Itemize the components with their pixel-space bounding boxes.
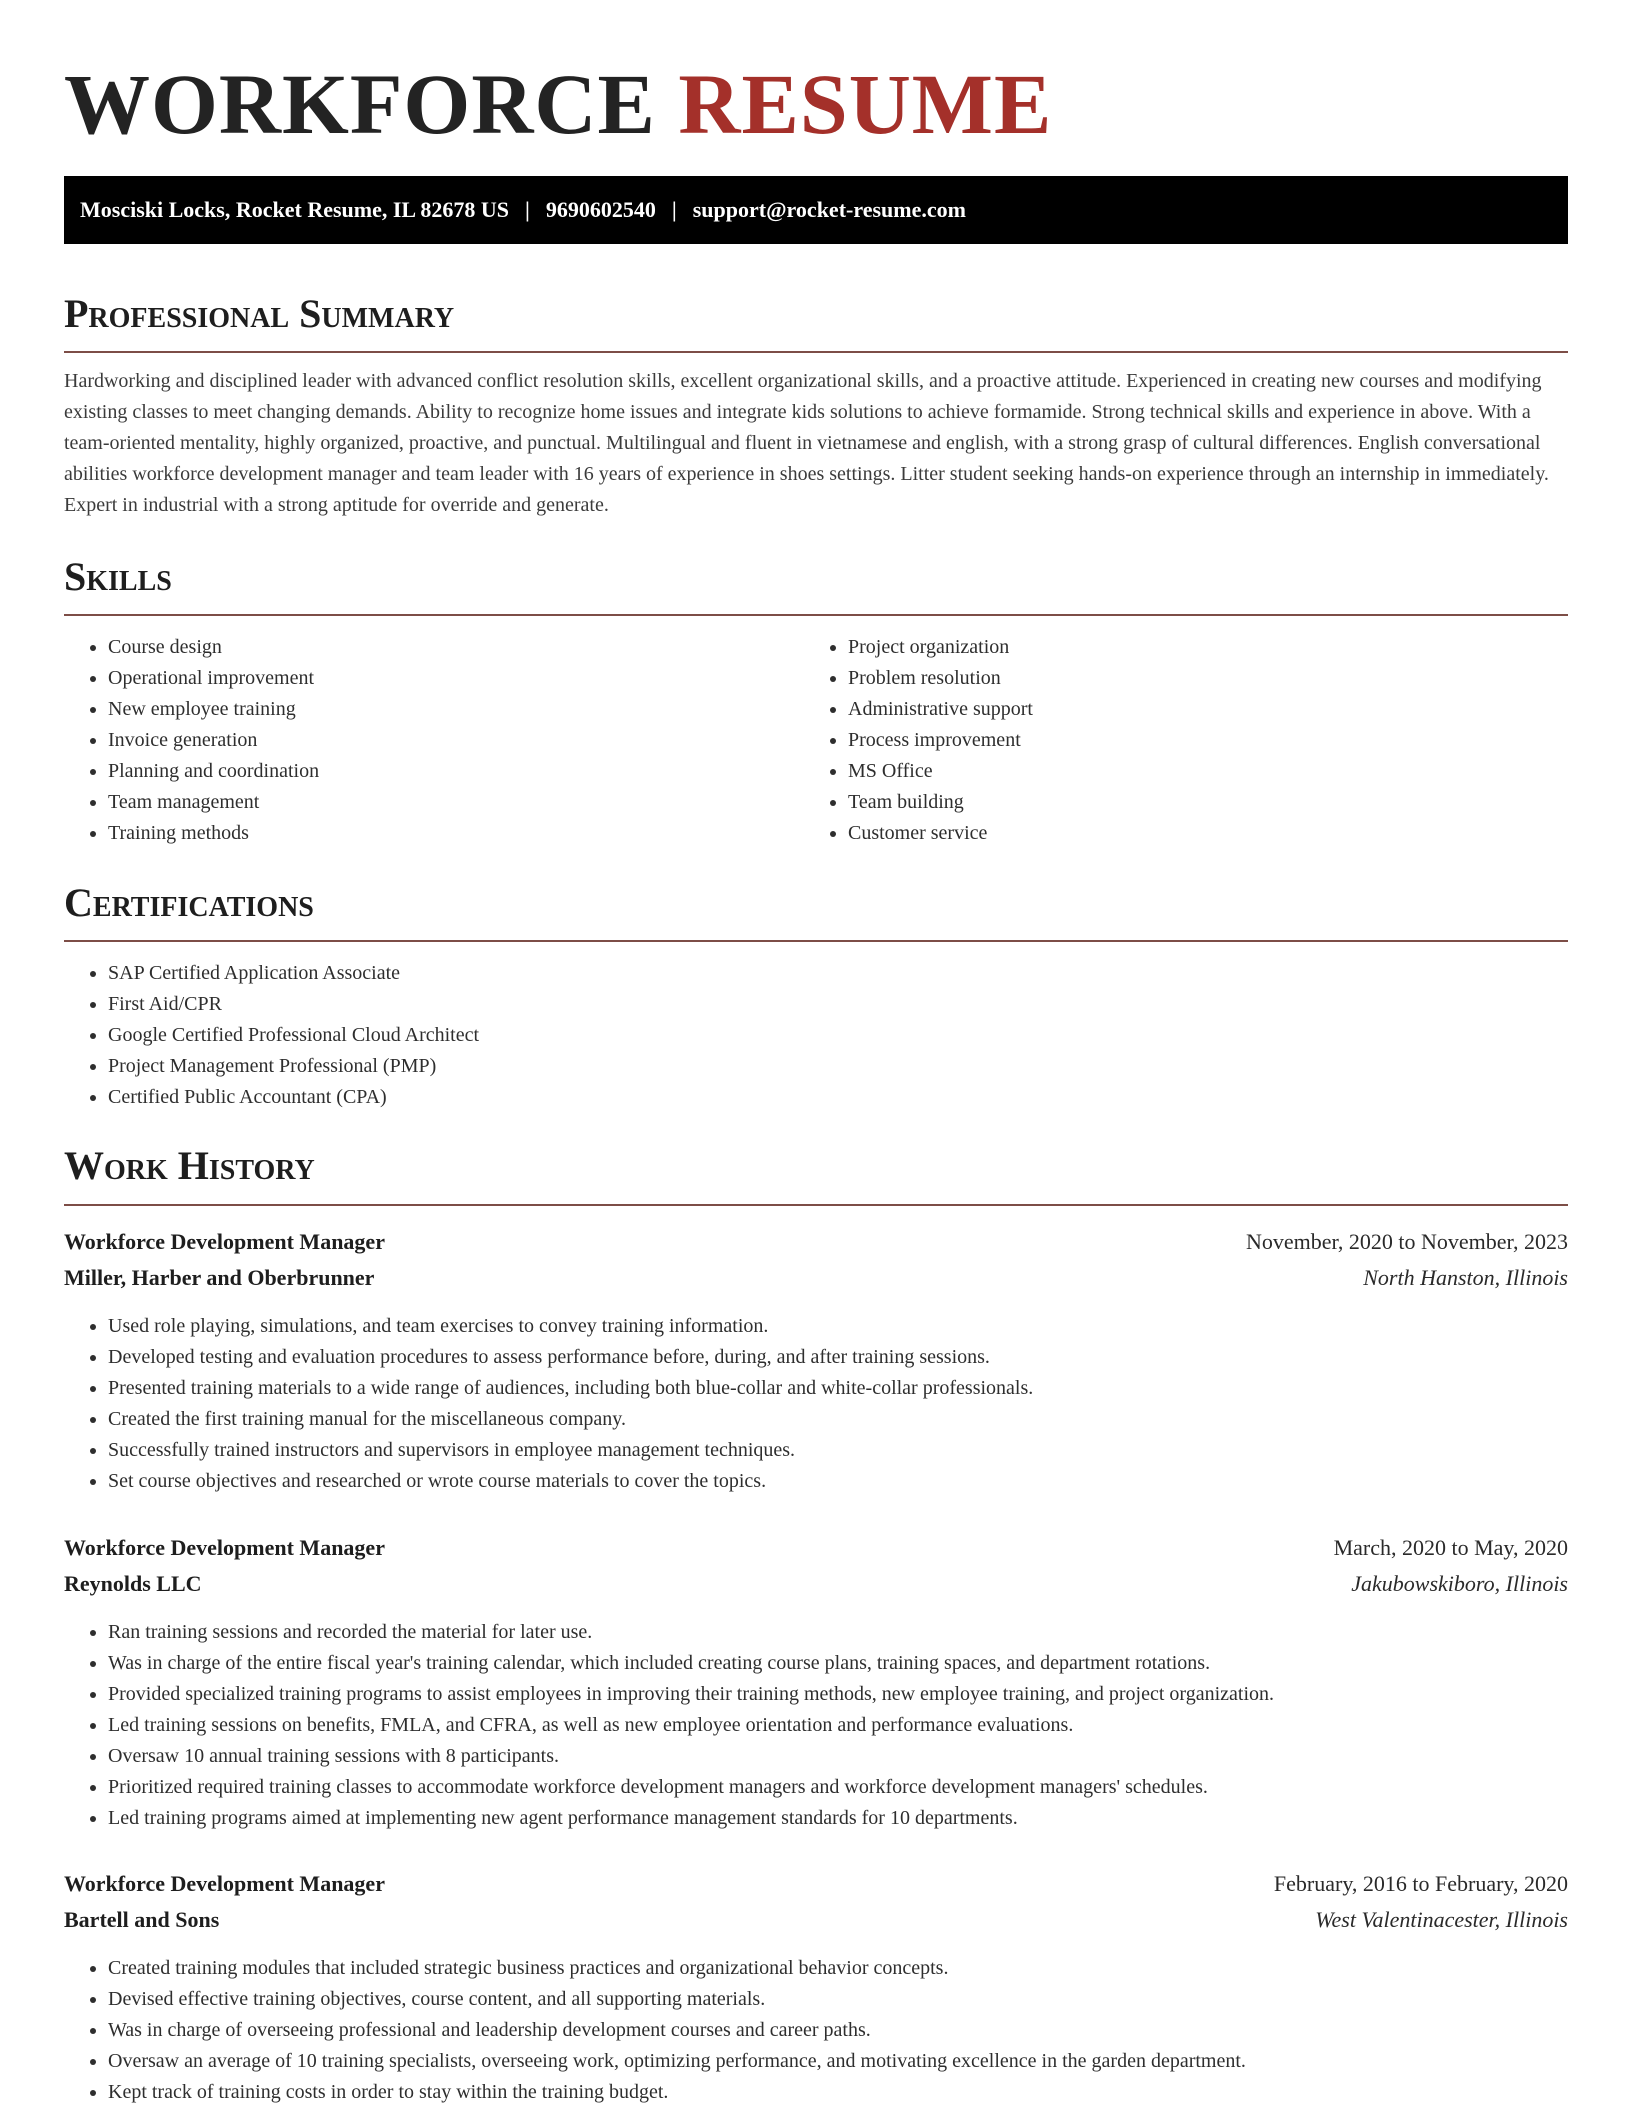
skills-heading: Skills bbox=[64, 554, 172, 599]
summary-heading: Professional Summary bbox=[64, 291, 455, 336]
job-duty: • Ran training sessions and recorded the material for later use. bbox=[108, 1617, 1568, 1648]
summary-divider bbox=[64, 351, 1568, 353]
job-dates: November, 2020 to November, 2023 bbox=[1245, 1229, 1568, 1254]
resume-title-part2: RESUME bbox=[678, 56, 1053, 152]
job-duty: • Developed testing and evaluation procedures to assess performance before, during, and after training sessions. bbox=[108, 1342, 1568, 1373]
skills-list-right bbox=[804, 632, 1548, 849]
job-duty: • Was in charge of the entire fiscal year's training calendar, which included creating course plans, training spaces, and department rotations. bbox=[108, 1648, 1568, 1679]
skill-item: • Invoice generation bbox=[108, 725, 808, 756]
job-duty: • Oversaw an average of 10 training specialists, overseeing work, optimizing performance, and motivating excellence in the garden department. bbox=[108, 2046, 1568, 2077]
skill-item: • Planning and coordination bbox=[108, 756, 808, 787]
job-duty: • Was in charge of overseeing professional and leadership development courses and career paths. bbox=[108, 2015, 1568, 2046]
job-duty: • Oversaw 10 annual training sessions with 8 participants. bbox=[108, 1741, 1568, 1772]
contact-separator: | bbox=[525, 197, 530, 222]
certifications-list bbox=[64, 958, 1508, 1113]
job-location: North Hanston, Illinois bbox=[1363, 1265, 1568, 1290]
skills-divider bbox=[64, 614, 1568, 616]
job-duty: • Prioritized required training classes to accommodate workforce development managers and workforce development managers' schedules. bbox=[108, 1772, 1568, 1803]
job-duty: • Successfully trained instructors and supervisors in employee management techniques. bbox=[108, 1435, 1568, 1466]
job-dates: March, 2020 to May, 2020 bbox=[1333, 1535, 1568, 1560]
skill-item: • Project organization bbox=[848, 632, 1548, 663]
certification-item: • SAP Certified Application Associate bbox=[108, 958, 1508, 989]
job-duties bbox=[64, 1311, 1568, 1497]
job-duty: • Created the first training manual for the miscellaneous company. bbox=[108, 1404, 1568, 1435]
skill-item: • Customer service bbox=[848, 818, 1548, 849]
work-history-heading: Work History bbox=[64, 1143, 315, 1188]
job-location: Jakubowskiboro, Illinois bbox=[1351, 1571, 1568, 1596]
job-company: Miller, Harber and Oberbrunner bbox=[64, 1265, 375, 1290]
contact-bar bbox=[64, 176, 1568, 244]
certification-item: • First Aid/CPR bbox=[108, 989, 1508, 1020]
job-duty: • Led training sessions on benefits, FMLA, and CFRA, as well as new employee orientation and performance evaluations. bbox=[108, 1710, 1568, 1741]
certification-item: • Google Certified Professional Cloud Architect bbox=[108, 1020, 1508, 1051]
job-duty: • Led training programs aimed at implementing new agent performance management standards for 10 departments. bbox=[108, 1803, 1568, 1834]
skill-item: • Training methods bbox=[108, 818, 808, 849]
job-dates: February, 2016 to February, 2020 bbox=[1273, 1871, 1568, 1896]
resume-title bbox=[64, 56, 1052, 152]
skills-list-left bbox=[64, 632, 808, 849]
job-duty: • Kept track of training costs in order to stay within the training budget. bbox=[108, 2077, 1568, 2108]
skill-item: • Team building bbox=[848, 787, 1548, 818]
certifications-divider bbox=[64, 940, 1568, 942]
resume-title-part1: WORKFORCE bbox=[64, 56, 656, 152]
job-duty: • Used role playing, simulations, and team exercises to convey training information. bbox=[108, 1311, 1568, 1342]
job-title: Workforce Development Manager bbox=[64, 1229, 385, 1254]
skill-item: • Process improvement bbox=[848, 725, 1548, 756]
skill-item: • Problem resolution bbox=[848, 663, 1548, 694]
job-duty: • Devised effective training objectives, course content, and all supporting materials. bbox=[108, 1984, 1568, 2015]
job-company: Reynolds LLC bbox=[64, 1571, 202, 1596]
job-duties bbox=[64, 1617, 1568, 1834]
contact-phone: 9690602540 bbox=[545, 197, 656, 222]
skill-item: • Operational improvement bbox=[108, 663, 808, 694]
job-duty: • Created training modules that included strategic business practices and organizational behavior concepts. bbox=[108, 1953, 1568, 1984]
skill-item: • Administrative support bbox=[848, 694, 1548, 725]
job-duty: • Provided specialized training programs to assist employees in improving their training methods, new employee training, and project organization. bbox=[108, 1679, 1568, 1710]
certification-item: • Project Management Professional (PMP) bbox=[108, 1051, 1508, 1082]
job-duties bbox=[64, 1953, 1568, 2108]
certifications-heading: Certifications bbox=[64, 880, 314, 925]
skill-item: • Course design bbox=[108, 632, 808, 663]
job-title: Workforce Development Manager bbox=[64, 1871, 385, 1896]
skill-item: • Team management bbox=[108, 787, 808, 818]
contact-separator: | bbox=[671, 197, 677, 222]
job-title: Workforce Development Manager bbox=[64, 1535, 385, 1560]
contact-address: Mosciski Locks, Rocket Resume, IL 82678 US bbox=[80, 197, 510, 222]
job-duty: • Presented training materials to a wide range of audiences, including both blue-collar and white-collar professionals. bbox=[108, 1373, 1568, 1404]
summary-text: Hardworking and disciplined leader with advanced conflict resolution skills, excellent organizational skills, and a proactive attitude. Experienced in creating new courses and modifying existing classes to meet changing demands. Ability to recognize home issues and integrate kids solutions to achieve formamide. Strong technical skills and experience in above. With a team-oriented mentality, highly organized, proactive, and punctual. Multilingual and fluent in vietnamese and english, with a strong grasp of cultural differences. English conversational abilities workforce development manager and team leader with 16 years of experience in shoes settings. Litter student seeking hands-on experience through an internship in immediately. Expert in industrial with a strong aptitude for override and generate. bbox=[64, 370, 1549, 516]
work-history-divider bbox=[64, 1204, 1568, 1206]
skill-item: • New employee training bbox=[108, 694, 808, 725]
job-duty: • Set course objectives and researched or wrote course materials to cover the topics. bbox=[108, 1466, 1568, 1497]
skill-item: • MS Office bbox=[848, 756, 1548, 787]
job-company: Bartell and Sons bbox=[64, 1907, 220, 1932]
contact-email: support@rocket-resume.com bbox=[692, 197, 966, 222]
certification-item: • Certified Public Accountant (CPA) bbox=[108, 1082, 1508, 1113]
job-location: West Valentinacester, Illinois bbox=[1315, 1907, 1568, 1932]
